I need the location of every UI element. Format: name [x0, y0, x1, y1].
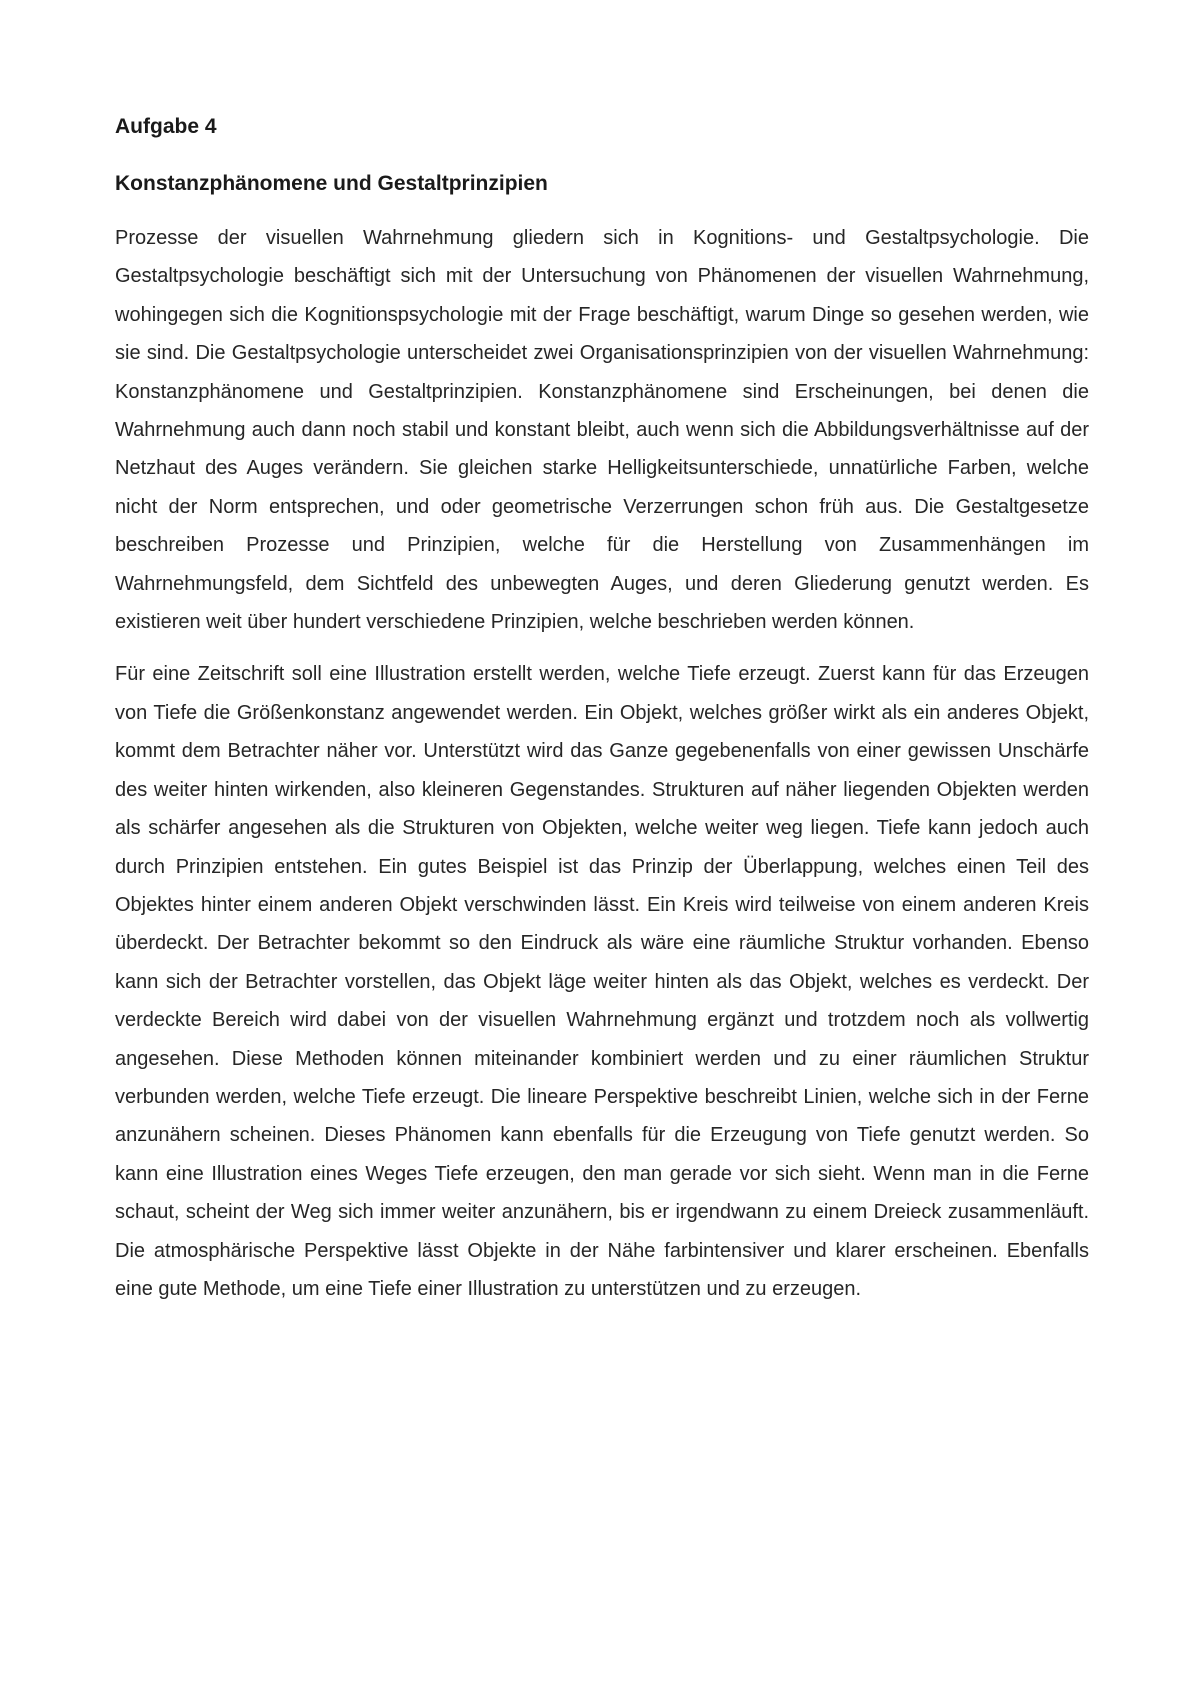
section-heading: Konstanzphänomene und Gestaltprinzipien: [115, 172, 548, 195]
task-title: Aufgabe 4: [115, 115, 217, 138]
document-body: [115, 112, 1089, 1322]
paragraph-depth-illustration: Für eine Zeitschrift soll eine Illustration erstellt werden, welche Tiefe erzeugt. Zuerst kann für das Erzeugen von Tiefe die Größenkonstanz angewendet werden. Ein Objekt, welches größer wirkt als ein anderes Objekt, kommt dem Betrachter näher vor. Unterstützt wird das Ganze gegebenenfalls von einer gewissen Unschärfe des weiter hinten wirkenden, also kleineren Gegenstandes. Strukturen auf näher liegenden Objekten werden als schärfer angesehen als die Strukturen von Objekten, welche weiter weg liegen. Tiefe kann jedoch auch durch Prinzipien entstehen. Ein gutes Beispiel ist das Prinzip der Überlappung, welches einen Teil des Objektes hinter einem anderen Objekt verschwinden lässt. Ein Kreis wird teilweise von einem anderen Kreis überdeckt. Der Betrachter bekommt so den Eindruck als wäre eine räumliche Struktur vorhanden. Ebenso kann sich der Betrachter vorstellen, das Objekt läge weiter hinten als das Objekt, welches es verdeckt. Der verdeckte Bereich wird dabei von der visuellen Wahrnehmung ergänzt und trotzdem noch als vollwertig angesehen. Diese Methoden können miteinander kombiniert werden und zu einer räumlichen Struktur verbunden werden, welche Tiefe erzeugt. Die lineare Perspektive beschreibt Linien, welche sich in der Ferne anzunähern scheinen. Dieses Phänomen kann ebenfalls für die Erzeugung von Tiefe genutzt werden. So kann eine Illustration eines Weges Tiefe erzeugen, den man gerade vor sich sieht. Wenn man in die Ferne schaut, scheint der Weg sich immer weiter anzunähern, bis er irgendwann zu einem Dreieck zusammenläuft. Die atmosphärische Perspektive lässt Objekte in der Nähe farbintensiver und klarer erscheinen. Ebenfalls eine gute Methode, um eine Tiefe einer Illustration zu unterstützen und zu erzeugen.: [115, 663, 1089, 1300]
paragraph-intro: Prozesse der visuellen Wahrnehmung gliedern sich in Kognitions- und Gestaltpsychologie. Die Gestaltpsychologie beschäftigt sich mit der Untersuchung von Phänomenen der visuellen Wahrnehmung, wohingegen sich die Kognitionspsychologie mit der Frage beschäftigt, warum Dinge so gesehen werden, wie sie sind. Die Gestaltpsychologie unterscheidet zwei Organisationsprinzipien von der visuellen Wahrnehmung: Konstanzphänomene und Gestaltprinzipien. Konstanzphänomene sind Erscheinungen, bei denen die Wahrnehmung auch dann noch stabil und konstant bleibt, auch wenn sich die Abbildungsverhältnisse auf der Netzhaut des Auges verändern. Sie gleichen starke Helligkeitsunterschiede, unnatürliche Farben, welche nicht der Norm entsprechen, und oder geometrische Verzerrungen schon früh aus. Die Gestaltgesetze beschreiben Prozesse und Prinzipien, welche für die Herstellung von Zusammenhängen im Wahrnehmungsfeld, dem Sichtfeld des unbewegten Auges, und deren Gliederung genutzt werden. Es existieren weit über hundert verschiedene Prinzipien, welche beschrieben werden können.: [115, 227, 1089, 634]
